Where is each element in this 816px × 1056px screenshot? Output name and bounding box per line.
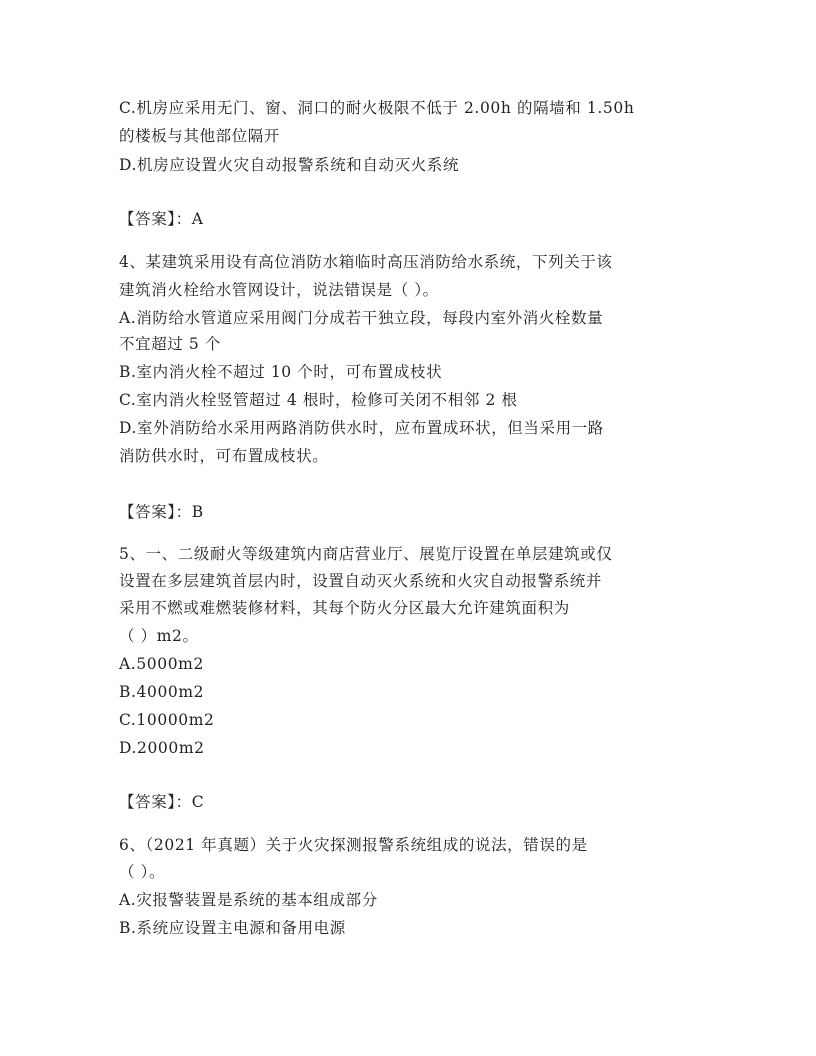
q3-option-c-line1: C.机房应采用无门、窗、洞口的耐火极限不低于 2.00h 的隔墙和 1.50h: [119, 99, 635, 117]
q4-answer: 【答案】：B: [119, 503, 204, 521]
q4-stem-line2: 建筑消火栓给水管网设计，说法错误是（ ）。: [119, 281, 439, 299]
q6-option-a: A.灾报警装置是系统的基本组成部分: [119, 891, 378, 909]
q4-option-d-line2: 消防供水时，可布置成枝状。: [119, 447, 329, 465]
q3-option-d: D.机房应设置火灾自动报警系统和自动灭火系统: [119, 156, 460, 174]
q5-stem-line4: （ ）m2。: [119, 627, 199, 645]
q6-option-b: B.系统应设置主电源和备用电源: [119, 919, 346, 937]
q5-option-c: C.10000m2: [119, 711, 215, 729]
q3-answer: 【答案】：A: [119, 210, 204, 228]
q6-stem-line1: 6、（2021 年真题）关于火灾探测报警系统组成的说法，错误的是: [119, 836, 588, 854]
q5-option-b: B.4000m2: [119, 683, 205, 701]
q5-stem-line2: 设置在多层建筑首层内时，设置自动灭火系统和火灾自动报警系统并: [119, 572, 603, 590]
q5-answer: 【答案】：C: [119, 793, 205, 811]
q5-option-a: A.5000m2: [119, 655, 204, 673]
q4-option-a-line1: A.消防给水管道应采用阀门分成若干独立段，每段内室外消火栓数量: [119, 309, 604, 327]
q4-stem-line1: 4、某建筑采用设有高位消防水箱临时高压消防给水系统，下列关于该: [119, 253, 613, 271]
q4-option-c: C.室内消火栓竖管超过 4 根时，检修可关闭不相邻 2 根: [119, 391, 518, 409]
q4-option-a-line2: 不宜超过 5 个: [119, 335, 222, 353]
q3-option-c-line2: 的楼板与其他部位隔开: [119, 127, 281, 145]
q5-stem-line3: 采用不燃或难燃装修材料，其每个防火分区最大允许建筑面积为: [119, 599, 570, 617]
q5-option-d: D.2000m2: [119, 739, 205, 757]
q4-option-d-line1: D.室外消防给水采用两路消防供水时，应布置成环状，但当采用一路: [119, 419, 604, 437]
q6-stem-line2: （ ）。: [119, 863, 166, 881]
q4-option-b: B.室内消火栓不超过 10 个时，可布置成枝状: [119, 363, 443, 381]
q5-stem-line1: 5、一、二级耐火等级建筑内商店营业厅、展览厅设置在单层建筑或仅: [119, 545, 613, 563]
